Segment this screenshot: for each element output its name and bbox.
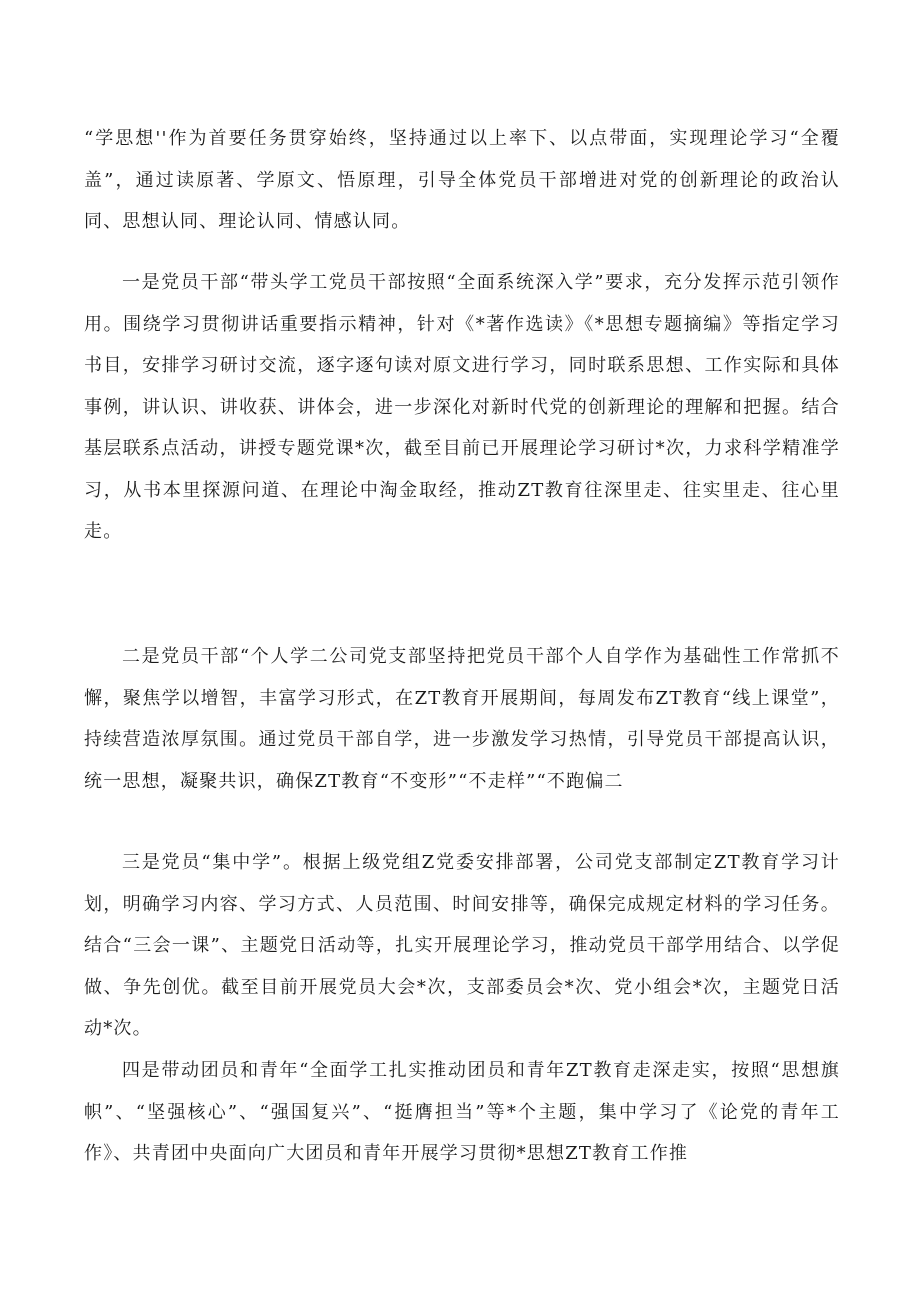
paragraph-cadres-lead-study: 一是党员干部“带头学工党员干部按照“全面系统深入学”要求，充分发挥示范引领作用。围绕学习贯彻讲话重要指示精神，针对《*著作选读》《*思想专题摘编》等指定学习书目，安排学习研讨交流，逐字逐句读对原文进行学习，同时联系思想、工作实际和具体事例，讲认识、讲收获、讲体会，进一步深化对新时代党的创新理论的理解和把握。结合基层联系点活动，讲授专题党课*次，截至目前已开展理论学习研讨*次，力求科学精准学习，从书本里探源问道、在理论中淘金取经，推动ZT教育往深里走、往实里走、往心里走。 (84, 272, 840, 542)
paragraph-study-thought: “学思想''作为首要任务贯穿始终，坚持通过以上率下、以点带面，实现理论学习“全覆盖”，通过读原著、学原文、悟原理，引导全体党员干部增进对党的创新理论的政治认同、思想认同、理论认同、情感认同。 (84, 128, 840, 232)
paragraph-youth-study: 四是带动团员和青年“全面学工扎实推动团员和青年ZT教育走深走实，按照“思想旗帜”、“坚强核心”、“强国复兴”、“挺膺担当”等*个主题，集中学习了《论党的青年工作》、共青团中央面向广大团员和青年开展学习贯彻*思想ZT教育工作推 (84, 1060, 840, 1164)
paragraph-individual-study: 二是党员干部“个人学二公司党支部坚持把党员干部个人自学作为基础性工作常抓不懈，聚焦学以增智，丰富学习形式，在ZT教育开展期间，每周发布ZT教育“线上课堂”，持续营造浓厚氛围。通过党员干部自学，进一步激发学习热情，引导党员干部提高认识，统一思想，凝聚共识，确保ZT教育“不变形”“不走样”“不跑偏二 (84, 646, 840, 792)
paragraph-collective-study: 三是党员“集中学”。根据上级党组Z党委安排部署，公司党支部制定ZT教育学习计划，明确学习内容、学习方式、人员范围、时间安排等，确保完成规定材料的学习任务。结合“三会一课”、主题党日活动等，扎实开展理论学习，推动党员干部学用结合、以学促做、争先创优。截至目前开展党员大会*次，支部委员会*次、党小组会*次，主题党日活动*次。 (84, 852, 840, 1039)
